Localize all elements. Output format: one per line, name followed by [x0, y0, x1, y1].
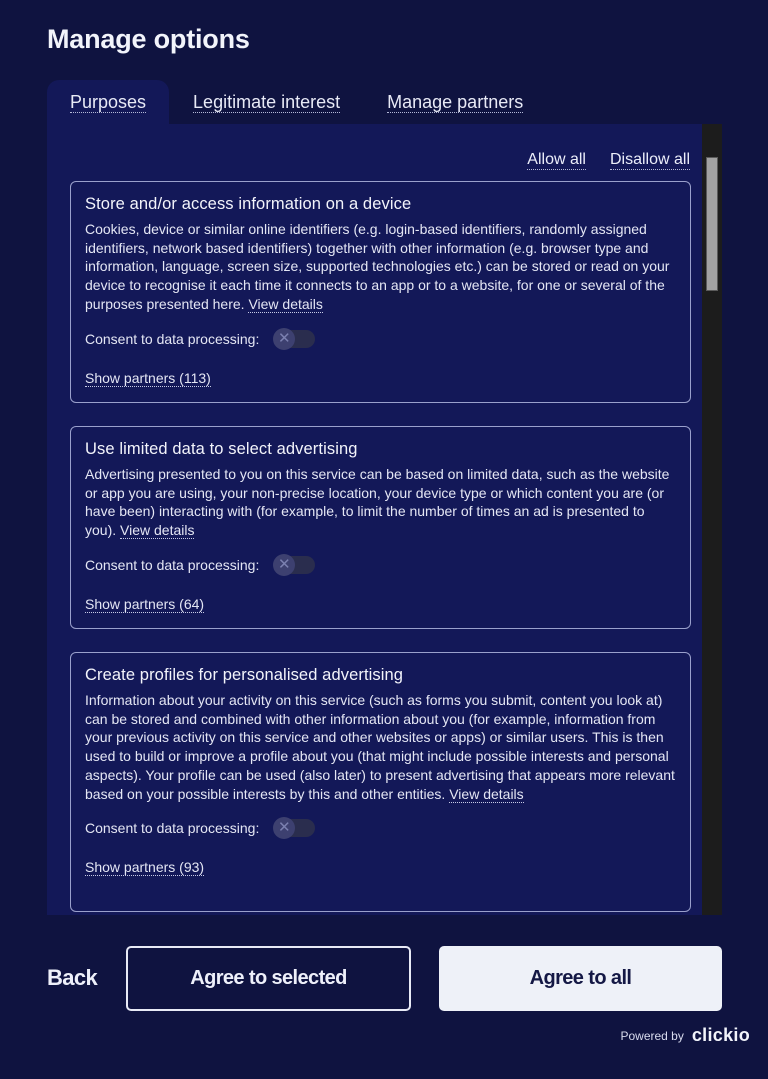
consent-label: Consent to data processing:: [85, 820, 260, 837]
view-details-link[interactable]: View details: [449, 785, 524, 802]
allow-all-link[interactable]: Allow all: [527, 151, 586, 168]
tab-label: Manage partners: [387, 92, 524, 112]
x-icon: ✕: [273, 554, 295, 576]
partners-row: [85, 370, 676, 386]
purposes-panel: [47, 124, 702, 915]
consent-label: Consent to data processing:: [85, 556, 260, 573]
consent-row: [85, 328, 676, 350]
agree-to-all-button[interactable]: Agree to all: [439, 946, 722, 1011]
powered-by-label: Powered by: [620, 1028, 684, 1043]
purpose-card: [70, 181, 691, 403]
bulk-actions: [527, 150, 690, 170]
consent-toggle[interactable]: [273, 328, 315, 350]
purpose-description: Advertising presented to you on this service can be based on limited data, such as the website or app you are using, your non-precise location, your device type or which content you are (or have been) interacting with (for example, to limit the number of times an ad is presented to you). View details: [85, 466, 670, 539]
consent-row: [85, 817, 676, 839]
tab-label: Legitimate interest: [193, 92, 341, 112]
purpose-title: Store and/or access information on a device: [85, 195, 412, 213]
consent-label: Consent to data processing:: [85, 330, 260, 347]
tab-purposes[interactable]: [47, 80, 169, 125]
tab-legitimate-interest[interactable]: [169, 80, 363, 125]
partners-row: [85, 596, 676, 612]
purpose-card: [70, 426, 691, 629]
show-partners-link[interactable]: Show partners (93): [85, 859, 205, 876]
tab-manage-partners[interactable]: [363, 80, 546, 125]
powered-by: [620, 1025, 750, 1046]
partners-row: [85, 859, 676, 875]
view-details-link[interactable]: View details: [248, 295, 323, 312]
consent-toggle[interactable]: [273, 554, 315, 576]
scrollbar[interactable]: [702, 124, 722, 915]
disallow-all-link[interactable]: Disallow all: [609, 151, 690, 168]
agree-to-selected-button[interactable]: Agree to selected: [126, 946, 411, 1011]
tab-bar: [47, 80, 546, 125]
show-partners-link[interactable]: Show partners (113): [85, 369, 211, 386]
purpose-description: Information about your activity on this service (such as forms you submit, content you look at) can be stored and combined with other information about you (for example, information from your previous activity on this service and other websites or apps) or similar users. This is then used to build or improve a profile about you (that might include possible interests and personal aspects). Your profile can be used (also later) to present advertising that appears more relevant based on your possible interests by this and other entities. View details: [85, 692, 675, 802]
x-icon: ✕: [273, 328, 295, 350]
consent-toggle[interactable]: [273, 817, 315, 839]
scrollbar-thumb[interactable]: [706, 157, 718, 291]
purpose-description: Cookies, device or similar online identifiers (e.g. login-based identifiers, randomly assigned identifiers, network based identifiers) together with other information (e.g. browser type and information, language, screen size, supported technologies etc.) can be stored or read on your device to recognise it each time it connects to an app or to a website, for one or several of the purposes presented here. View details: [85, 221, 670, 312]
purpose-title: Create profiles for personalised advertising: [85, 666, 404, 684]
page-title: Manage options: [47, 24, 250, 54]
purpose-title: Use limited data to select advertising: [85, 440, 358, 458]
tab-label: Purposes: [70, 92, 147, 112]
view-details-link[interactable]: View details: [120, 522, 195, 539]
consent-row: [85, 554, 676, 576]
show-partners-link[interactable]: Show partners (64): [85, 595, 205, 612]
clickio-logo: clickio: [691, 1025, 750, 1045]
purpose-card: [70, 652, 691, 912]
back-button[interactable]: Back: [47, 965, 98, 990]
x-icon: ✕: [273, 817, 295, 839]
